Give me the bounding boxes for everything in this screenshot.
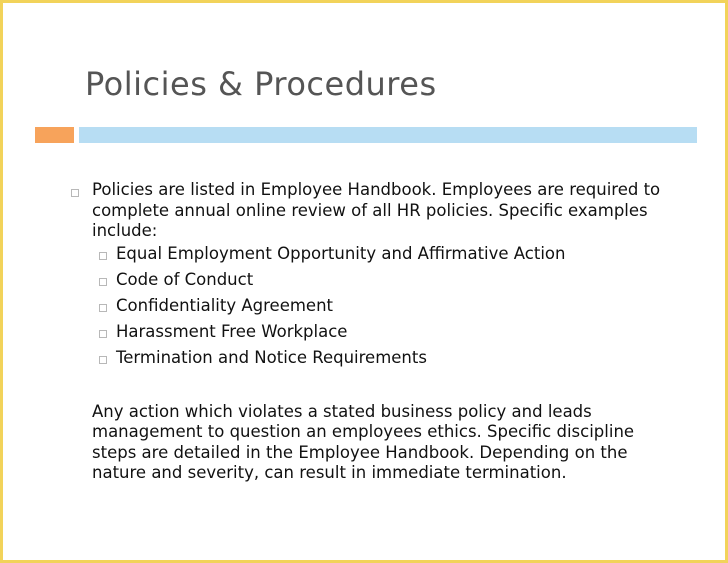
main-bullet <box>71 180 671 242</box>
sub-bullet-text: Confidentiality Agreement <box>116 295 333 315</box>
square-bullet-icon <box>99 304 107 312</box>
square-bullet-icon <box>99 252 107 260</box>
sub-bullet-item <box>71 244 671 270</box>
title-rule-bar <box>79 127 697 143</box>
slide-title: Policies & Procedures <box>85 65 437 103</box>
policy-paragraph: Any action which violates a stated business policy and leads management to question an employees ethics. Specific discipline steps are detailed in the Employee Handbook. Depending on the nature and severity, can result in immediate termination. <box>92 401 635 482</box>
main-bullet-text: Policies are listed in Employee Handbook. Employees are required to complete annual online review of all HR policies. Specific examples include: <box>92 180 661 240</box>
square-bullet-icon <box>99 330 107 338</box>
title-rule-accent <box>35 127 74 143</box>
sub-bullet-item <box>71 270 671 296</box>
sub-bullet-item <box>71 296 671 322</box>
sub-bullet-text: Termination and Notice Requirements <box>116 347 427 367</box>
sub-bullet-text: Equal Employment Opportunity and Affirmative Action <box>116 243 566 263</box>
sub-bullet-text: Code of Conduct <box>116 269 254 289</box>
sub-bullet-item <box>71 322 671 348</box>
sub-bullet-list <box>71 244 671 374</box>
sub-bullet-text: Harassment Free Workplace <box>116 321 348 341</box>
square-bullet-icon <box>99 356 107 364</box>
square-bullet-icon <box>99 278 107 286</box>
sub-bullet-item <box>71 348 671 374</box>
slide-body <box>71 180 671 484</box>
square-bullet-icon <box>71 189 79 197</box>
